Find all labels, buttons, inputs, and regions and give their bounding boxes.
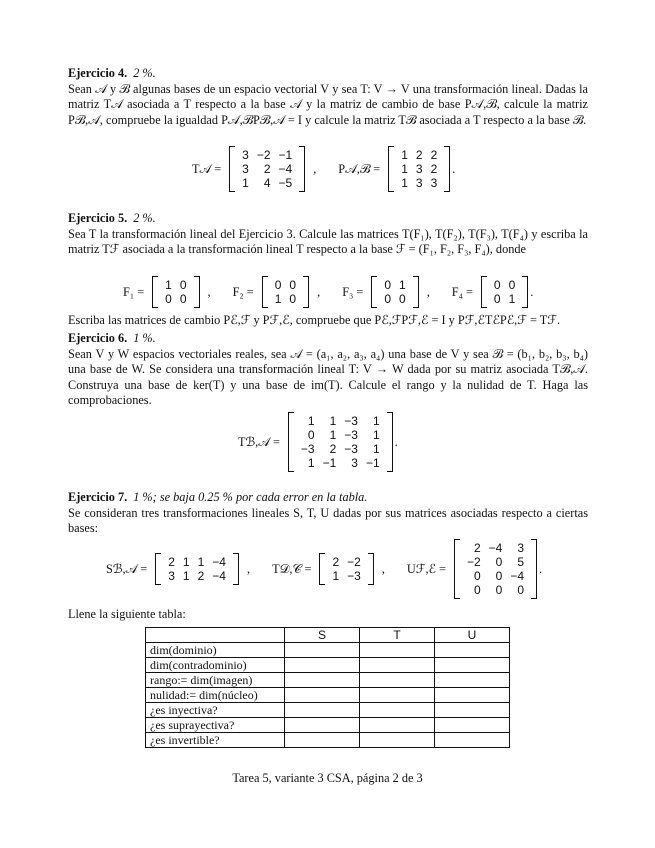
matrix-entry: −5 [278,176,293,190]
matrix-left-bracket [155,553,161,585]
answer-table-col-t: T [360,628,435,643]
matrix-entry: 1 [329,428,337,442]
exercise-4 [68,66,588,128]
matrix-row [238,176,296,190]
matrix-entry: 1 [197,555,205,569]
table-row [146,673,510,688]
page-footer: Tarea 5, variante 3 CSA, página 2 de 3 [232,771,423,785]
answer-table-col-u: U [435,628,510,643]
matrix-right-bracket [387,412,393,472]
matrix-left-bracket [371,276,377,308]
matrix-entry: 3 [430,176,438,190]
exercise-4-heading: Ejercicio 4. [68,66,128,80]
exercise-4-text: Sean 𝒜 y ℬ algunas bases de un espacio vectorial V y sea T: V → V una transformación lineal. Dadas la matriz T𝒜 asociada a T respecto a la base 𝒜 y la matriz de cambio de base P𝒜,ℬ, calcule la matriz Pℬ,𝒜, compruebe la igualdad P𝒜,ℬPℬ,𝒜 = I y calcule la matriz Tℬ asociada a T respecto a la base ℬ. [68,81,588,127]
matrix-right-bracket [444,146,450,192]
matrix-entry: −4 [278,162,293,176]
matrix-grid [463,541,528,597]
matrix-entry: 2 [332,555,340,569]
matrix-s [155,553,239,585]
answer-cell[interactable] [360,718,435,733]
matrix-row [328,569,364,583]
matrix-row [271,292,300,306]
matrix-left-bracket [481,276,487,308]
matrix-right-bracket [303,276,309,308]
matrix-f2-label: F₂ = [232,284,254,299]
matrix-entry: 2 [329,442,337,456]
matrix-entry: −4 [212,569,226,583]
matrix-entry: 0 [473,583,481,597]
matrix-right-bracket [194,276,200,308]
exercise-7 [68,490,588,537]
matrix-f3 [371,276,418,308]
matrix-row [297,414,384,428]
exercise-7-paragraph [68,490,588,506]
matrix-entry: −3 [347,569,361,583]
exercise-6-equation: Tℬ,𝒜 = 1 1 −3 1 0 1 −3 1 −3 2 −3 1 1 −1 3 −1 . [238,414,398,470]
matrix-entry: 0 [493,292,501,306]
matrix-ta-label: T𝒜 = [192,161,222,176]
matrix-entry: 3 [351,456,358,470]
matrix-f4 [481,276,528,308]
matrix-entry: 0 [399,292,406,306]
exercise-6-paragraph [68,331,588,347]
exercise-7-points: 1 %; se baja 0.25 % por cada error en la tabla. [133,490,368,504]
matrix-entry: 2 [415,148,423,162]
matrix-grid [328,555,364,583]
matrix-row [380,278,409,292]
matrix-entry: −3 [344,428,358,442]
matrix-entry: −3 [344,442,358,456]
matrix-row [328,555,364,569]
answer-cell[interactable] [285,718,360,733]
matrix-f4-label: F₄ = [451,284,473,299]
exercise-5-text: Sea T la transformación lineal del Ejercicio 3. Calcule las matrices T(F₁), T(F₂), T(F₃), T(F₄) y escriba la matriz Tℱ asociada a la transformación lineal T respecto a la base ℱ = (F₁, F₂, F₃, F₄), donde [68,226,588,257]
answer-table-corner [146,628,285,643]
matrix-entry: 2 [263,162,271,176]
matrix-left-bracket [262,276,268,308]
row-label: dim(dominio) [146,643,285,658]
matrix-row [463,583,528,597]
exercise-4-paragraph [68,66,588,82]
matrix-f3-label: F₃ = [342,284,364,299]
row-label: ¿es inyectiva? [146,703,285,718]
matrix-entry: 1 [165,278,172,292]
matrix-entry: 0 [165,292,172,306]
matrix-entry: −2 [347,555,361,569]
matrix-row [297,442,384,456]
answer-table-col-s: S [285,628,360,643]
matrix-pab-label: P𝒜,ℬ = [338,161,381,176]
matrix-row [490,278,519,292]
matrix-row [238,162,296,176]
exercise-5-after-text: Escriba las matrices de cambio Pℰ,ℱ y Pℱ,ℰ, compruebe que Pℰ,ℱPℱ,ℰ = I y Pℱ,ℰTℰPℰ,ℱ = Tℱ. [68,313,561,327]
matrix-entry: −4 [510,569,525,583]
matrix-entry: 1 [401,176,408,190]
row-label: ¿es suprayectiva? [146,718,285,733]
matrix-entry: 0 [508,278,516,292]
exercise-5-points: 2 %. [133,211,156,225]
matrix-entry: 2 [430,148,438,162]
matrix-u [454,539,537,599]
matrix-entry: 3 [517,541,525,555]
matrix-entry: 0 [384,278,392,292]
matrix-entry: 2 [168,555,175,569]
exercise-7-fill-text: Llene la siguiente tabla: [68,607,186,621]
matrix-grid [238,148,296,190]
matrix-grid [380,278,409,306]
matrix-tba [288,412,393,472]
exercise-5-heading: Ejercicio 5. [68,211,128,225]
matrix-entry: −1 [278,148,293,162]
matrix-row [164,555,230,569]
table-row [146,643,510,658]
row-label: nulidad:= dim(núcleo) [146,688,285,703]
matrix-ta [229,146,305,192]
matrix-entry: 2 [473,541,481,555]
matrix-entry: 0 [517,583,525,597]
matrix-grid [397,148,441,190]
matrix-row [490,292,519,306]
exercise-6-heading: Ejercicio 6. [68,331,128,345]
matrix-entry: 1 [182,569,190,583]
matrix-row [161,278,190,292]
matrix-entry: −2 [256,148,271,162]
answer-cell[interactable] [435,733,510,748]
exercise-5-equation: F₁ = 1 0 0 0 , F₂ = 0 0 1 0 , F₃ = 0 1 0 0 , F₄ = 0 0 0 1 . [123,278,534,306]
matrix-s-label: Sℬ,𝒜 = [106,561,148,576]
matrix-entry: 0 [473,569,481,583]
matrix-entry: 1 [401,148,408,162]
matrix-entry: −3 [344,414,358,428]
matrix-row [463,569,528,583]
matrix-row [397,148,441,162]
table-row [146,718,510,733]
matrix-entry: −3 [300,442,315,456]
table-row [146,703,510,718]
matrix-entry: 0 [495,569,503,583]
matrix-row [463,541,528,555]
matrix-entry: 0 [384,292,392,306]
matrix-entry: 1 [372,442,380,456]
matrix-entry: −1 [365,456,380,470]
matrix-row [397,162,441,176]
matrix-left-bracket [229,146,235,192]
matrix-row [463,555,528,569]
answer-cell[interactable] [435,643,510,658]
matrix-entry: 1 [372,414,380,428]
row-label: rango:= dim(imagen) [146,673,285,688]
matrix-entry: 0 [493,278,501,292]
matrix-f1-label: F₁ = [123,284,145,299]
answer-cell[interactable] [285,673,360,688]
matrix-entry: 1 [307,414,315,428]
matrix-right-bracket [531,539,537,599]
row-label: dim(contradominio) [146,658,285,673]
matrix-entry: 0 [179,278,187,292]
matrix-row [238,148,296,162]
matrix-f1 [152,276,199,308]
matrix-row [271,278,300,292]
matrix-grid [161,278,190,306]
matrix-entry: 1 [332,569,340,583]
answer-cell[interactable] [360,688,435,703]
answer-cell[interactable] [435,688,510,703]
answer-cell[interactable] [285,733,360,748]
matrix-entry: 1 [372,428,380,442]
matrix-right-bracket [522,276,528,308]
row-label: ¿es invertible? [146,733,285,748]
exercise-7-fill [68,607,588,623]
answer-cell[interactable] [435,718,510,733]
table-row [146,658,510,673]
matrix-grid [490,278,519,306]
matrix-t-label: T𝒟,𝒞 = [272,561,312,576]
matrix-entry: 0 [289,278,297,292]
matrix-entry: 1 [401,162,408,176]
matrix-entry: 3 [242,162,249,176]
matrix-entry: 1 [182,555,190,569]
matrix-row [397,176,441,190]
matrix-right-bracket [233,553,239,585]
table-row [146,733,510,748]
matrix-entry: 2 [197,569,205,583]
matrix-entry: 3 [242,148,249,162]
exercise-7-equation: Sℬ,𝒜 = 2 1 1 −4 3 1 2 −4 , T𝒟,𝒞 = 2 −2 1 −3 , Uℱ,ℰ = 2 −4 3 −2 0 5 0 0 −4 0 0 0 . [106,541,543,597]
matrix-f2 [262,276,309,308]
matrix-t [319,553,373,585]
matrix-grid [164,555,230,583]
matrix-entry: 2 [430,162,438,176]
matrix-entry: 1 [307,456,315,470]
matrix-entry: −4 [488,541,503,555]
matrix-row [297,428,384,442]
matrix-entry: −2 [466,555,481,569]
exercise-4-equation: T𝒜 = 3 −2 −1 3 2 −4 1 4 −5 , P𝒜,ℬ = 1 2 2 1 3 2 1 3 3 . [192,148,456,190]
matrix-entry: 0 [289,292,297,306]
matrix-left-bracket [152,276,158,308]
matrix-u-label: Uℱ,ℰ = [406,561,446,576]
matrix-pab [388,146,450,192]
answer-cell[interactable] [285,658,360,673]
answer-cell[interactable] [360,703,435,718]
matrix-entry: −4 [212,555,226,569]
exercise-6-points: 1 %. [133,331,156,345]
matrix-entry: 4 [263,176,271,190]
answer-table [145,627,510,748]
answer-cell[interactable] [435,658,510,673]
answer-cell[interactable] [285,643,360,658]
answer-cell[interactable] [360,658,435,673]
matrix-entry: 3 [415,162,423,176]
matrix-entry: 1 [329,414,337,428]
matrix-entry: 1 [399,278,406,292]
matrix-entry: 0 [274,278,282,292]
matrix-left-bracket [454,539,460,599]
matrix-tba-label: Tℬ,𝒜 = [238,434,280,449]
matrix-left-bracket [319,553,325,585]
answer-cell[interactable] [285,688,360,703]
matrix-row [380,292,409,306]
matrix-right-bracket [413,276,419,308]
matrix-entry: 0 [495,555,503,569]
matrix-entry: 3 [415,176,423,190]
matrix-entry: 0 [307,428,315,442]
answer-cell[interactable] [360,643,435,658]
matrix-left-bracket [288,412,294,472]
matrix-grid [271,278,300,306]
matrix-entry: 0 [495,583,503,597]
exercise-7-text: Se consideran tres transformaciones lineales S, T, U dadas por sus matrices asociadas respecto a ciertas bases: [68,505,588,536]
exercise-5 [68,211,588,258]
matrix-right-bracket [299,146,305,192]
matrix-grid [297,414,384,470]
exercise-7-heading: Ejercicio 7. [68,490,128,504]
exercise-4-points: 2 %. [133,66,156,80]
answer-table-header [146,628,510,643]
matrix-entry: 3 [168,569,175,583]
matrix-row [164,569,230,583]
matrix-entry: 1 [508,292,516,306]
exercise-5-paragraph [68,211,588,227]
exercise-5-after [68,313,588,329]
answer-cell[interactable] [360,733,435,748]
matrix-entry: 5 [517,555,525,569]
matrix-right-bracket [368,553,374,585]
matrix-row [161,292,190,306]
matrix-row [297,456,384,470]
exercise-6 [68,331,588,409]
answer-cell[interactable] [435,703,510,718]
matrix-left-bracket [388,146,394,192]
exercise-6-text: Sean V y W espacios vectoriales reales, sea 𝒜 = (a₁, a₂, a₃, a₄) una base de V y sea ℬ = (b₁, b₂, b₃, b₄) una base de W. Se considera una transformación lineal T: V → W dada por su matriz asociada Tℬ,𝒜. Construya una base de ker(T) y una base de im(T). Calcule el rango y la nulidad de T. Haga las comprobaciones. [68,346,588,408]
matrix-entry: 1 [274,292,282,306]
answer-cell[interactable] [360,673,435,688]
table-row [146,688,510,703]
matrix-entry: −1 [322,456,337,470]
matrix-entry: 1 [242,176,249,190]
answer-cell[interactable] [285,703,360,718]
answer-cell[interactable] [435,673,510,688]
matrix-entry: 0 [179,292,187,306]
